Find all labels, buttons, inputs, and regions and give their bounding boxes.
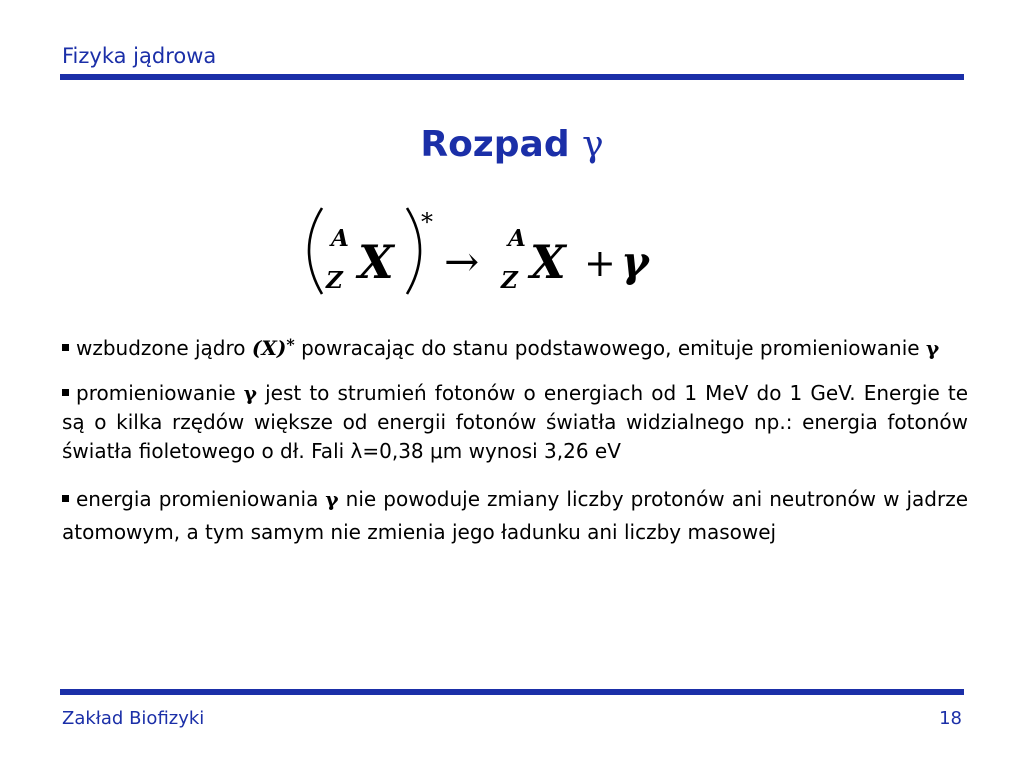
- page-number: 18: [939, 708, 962, 729]
- slide-title: [0, 124, 1024, 165]
- formula-plus: +: [584, 241, 616, 285]
- bullet-text: promieniowanie: [76, 381, 236, 405]
- bullet-text: nie powoduje zmiany liczby protonów ani neutronów w jadrze atomowym, a tym samym nie zmienia jego ładunku ani liczby masowej: [62, 487, 969, 544]
- bullet-gamma-radiation: [62, 379, 968, 466]
- formula-element-right: X: [530, 235, 566, 289]
- top-divider: [60, 74, 964, 80]
- gamma-symbol: γ: [325, 487, 339, 511]
- bullet-gamma-energy: [62, 483, 968, 549]
- slide-title-text: Rozpad: [420, 124, 570, 165]
- formula-excited-mark: *: [421, 208, 433, 236]
- bullet-marker-icon: [62, 495, 69, 502]
- bullet-list: [62, 328, 968, 549]
- formula-gamma: γ: [621, 237, 649, 286]
- formula-arrow: →: [444, 237, 480, 286]
- bullet-text: powracając do stanu podstawowego, emituje promieniowanie: [301, 336, 920, 360]
- slide-title-symbol: γ: [582, 124, 604, 165]
- gamma-symbol: γ: [925, 336, 940, 360]
- bottom-divider: [60, 689, 964, 695]
- bullet-marker-icon: [62, 389, 69, 396]
- formula-atomic-number-right: Z: [501, 267, 518, 294]
- bullet-excited-nucleus: [62, 328, 968, 369]
- footer-department: Zakład Biofizyki: [62, 708, 205, 729]
- gamma-symbol: γ: [243, 381, 257, 405]
- bullet-text: energia promieniowania: [76, 487, 319, 511]
- header-title: Fizyka jądrowa: [62, 44, 217, 68]
- bullet-text: jest to strumień fotonów o energiach od 1 MeV do 1 GeV. Energie te są o kilka rzędów większe od energii fotonów światła widzialnego np.: energia fotonów światła fioletowego o dł. Fali λ=0,38 μm wynosi 3,26 eV: [62, 381, 969, 463]
- bullet-text: wzbudzone jądro: [76, 336, 246, 360]
- formula-mass-number-left: A: [331, 225, 349, 252]
- right-paren: [407, 208, 420, 294]
- formula-atomic-number-left: Z: [326, 267, 343, 294]
- excited-nucleus-symbol: (X)*: [251, 335, 295, 360]
- formula-mass-number-right: A: [508, 225, 526, 252]
- formula-element-left: X: [358, 235, 394, 289]
- left-paren: [309, 208, 322, 294]
- decay-formula: [0, 198, 1024, 308]
- bullet-marker-icon: [62, 344, 69, 351]
